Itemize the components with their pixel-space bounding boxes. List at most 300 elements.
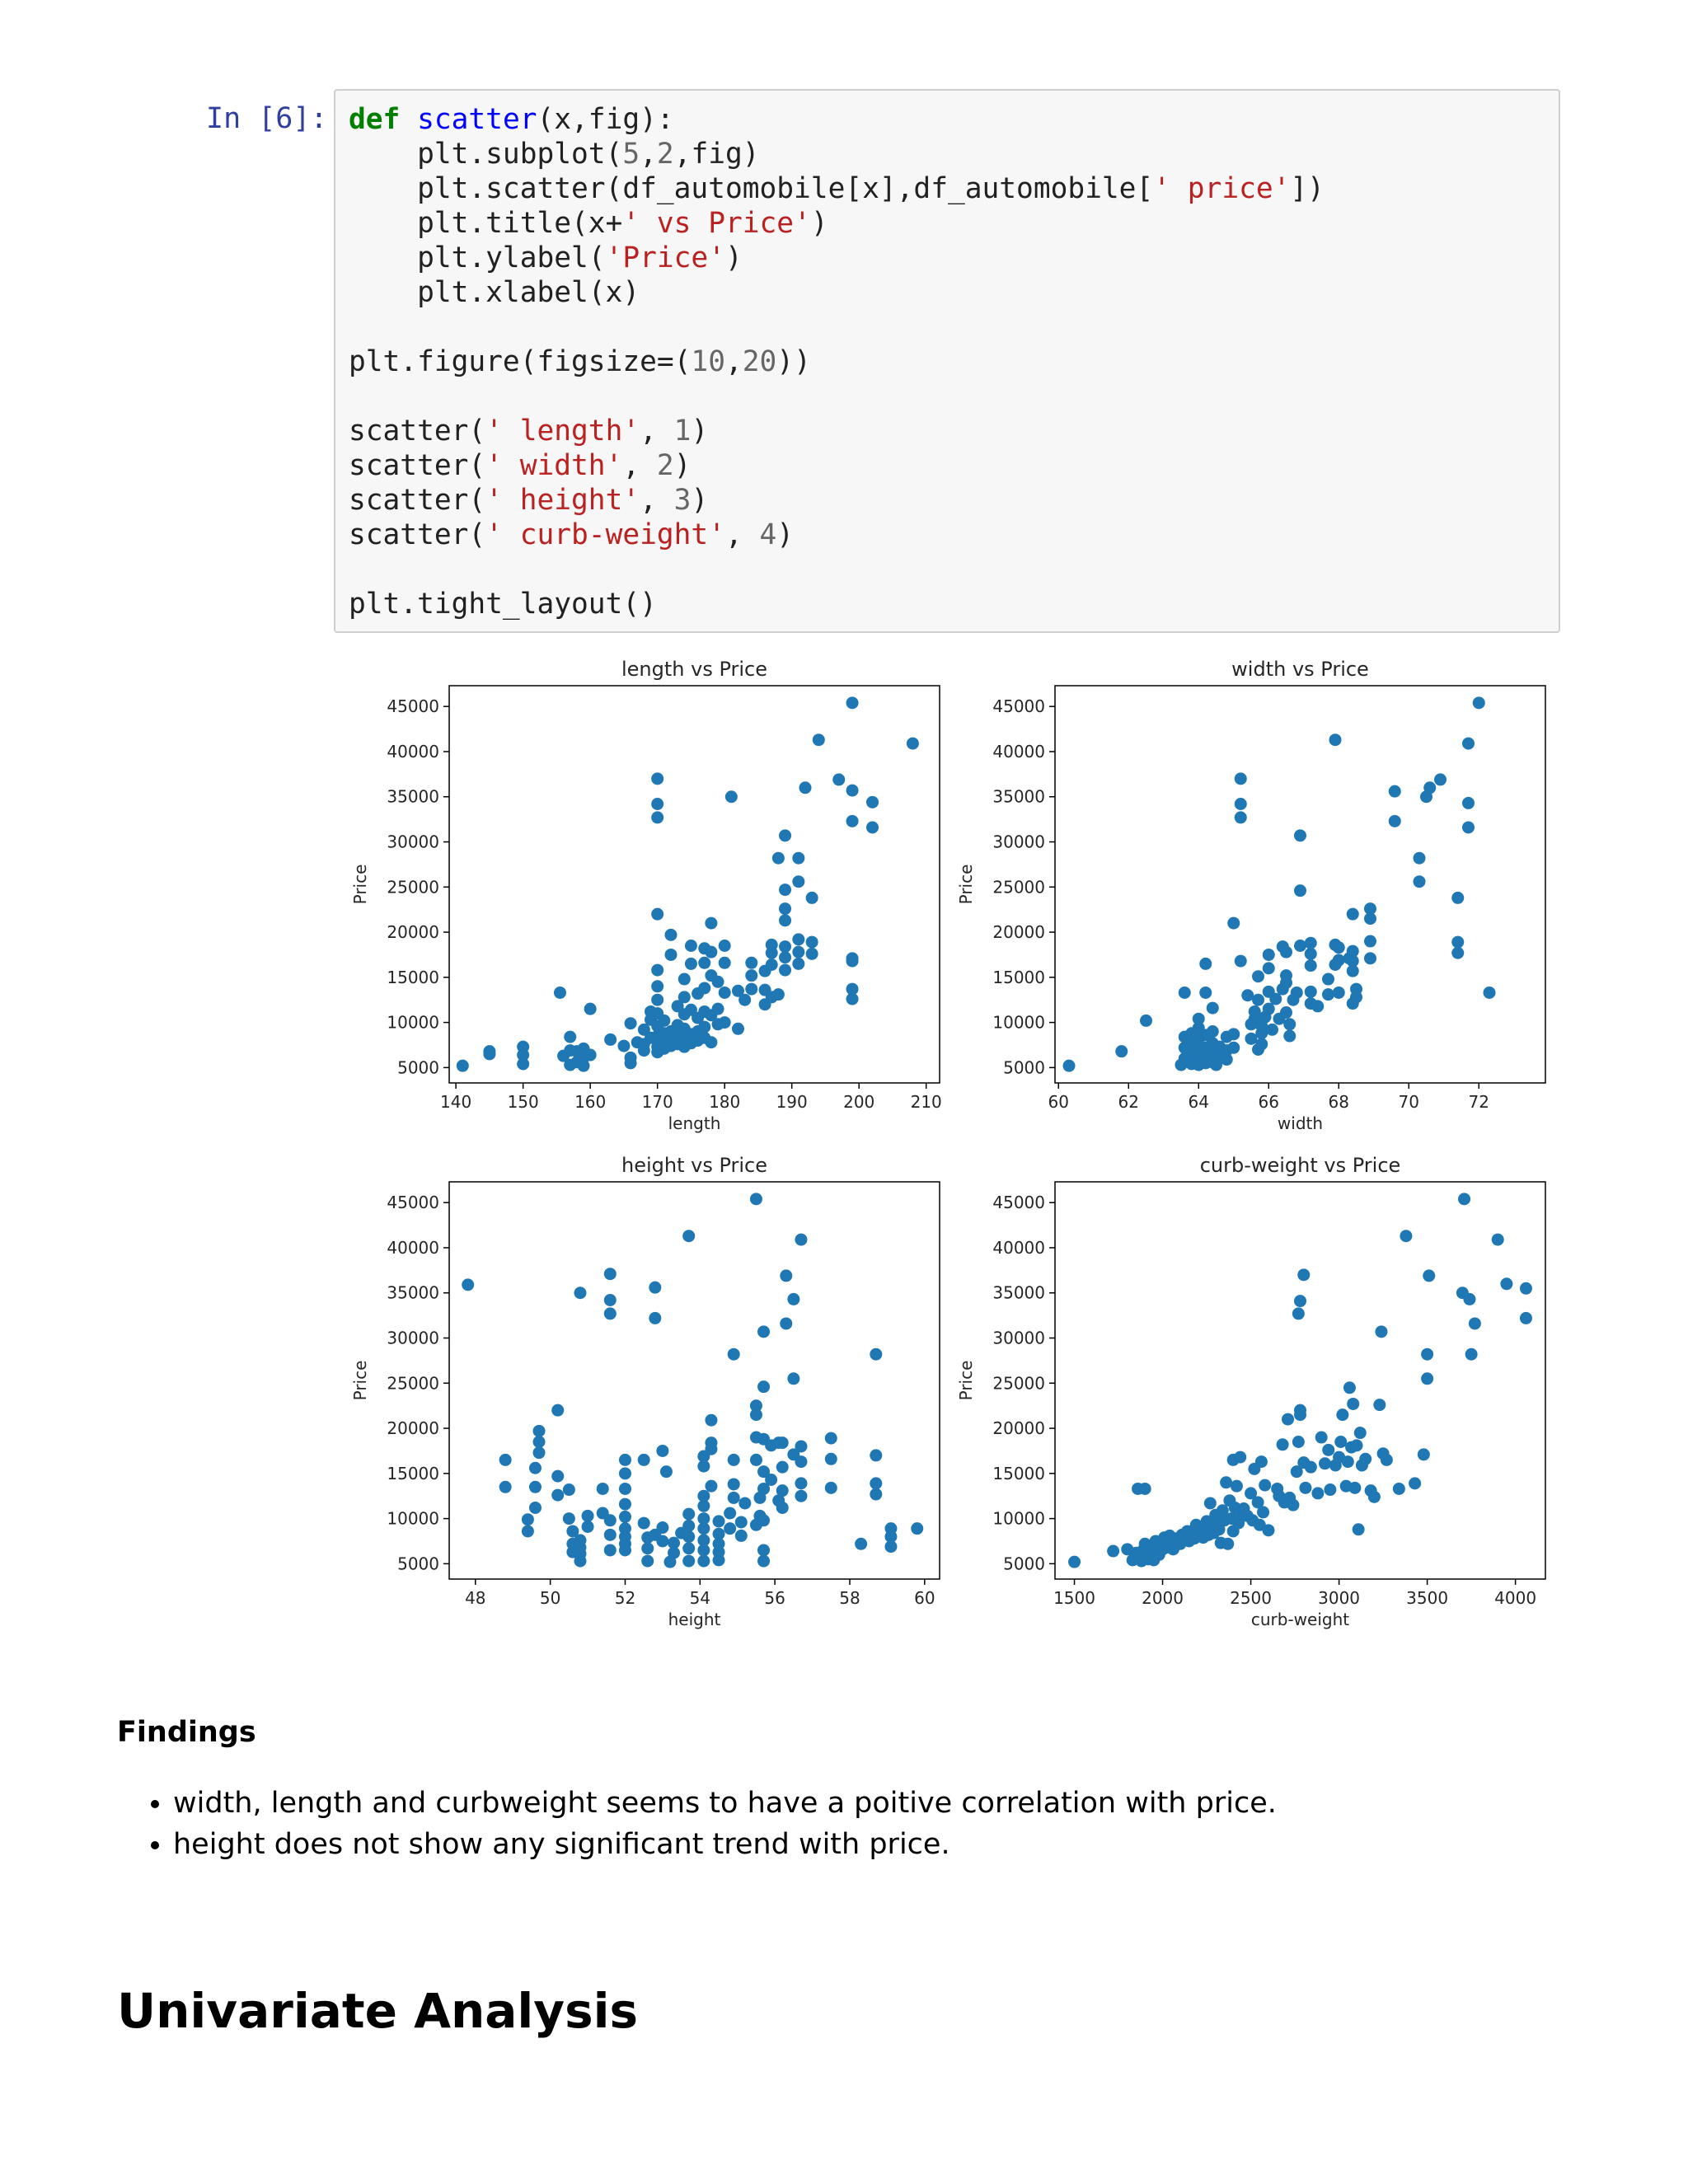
data-point — [651, 908, 663, 921]
data-point — [617, 1040, 630, 1052]
data-point — [1329, 733, 1342, 746]
data-point — [1245, 1033, 1258, 1045]
data-point — [1299, 1482, 1311, 1494]
data-point — [697, 1534, 710, 1546]
data-point — [656, 1535, 668, 1547]
data-point — [1221, 1538, 1234, 1550]
data-point — [625, 1052, 637, 1064]
chart-title: height vs Price — [621, 1154, 768, 1177]
y-tick-label: 10000 — [387, 1012, 439, 1033]
data-point — [1311, 1000, 1324, 1012]
data-point — [825, 1482, 837, 1494]
data-point — [1458, 1193, 1470, 1205]
data-point — [682, 1542, 695, 1554]
data-point — [651, 811, 663, 823]
y-tick-label: 15000 — [992, 967, 1045, 987]
data-point — [685, 940, 697, 952]
data-point — [1414, 875, 1426, 888]
data-point — [780, 1269, 792, 1282]
data-point — [846, 815, 859, 827]
data-point — [1520, 1312, 1532, 1324]
data-point — [776, 1502, 789, 1514]
data-point — [1259, 1479, 1271, 1492]
y-tick-label: 40000 — [387, 1237, 439, 1258]
data-point — [1451, 892, 1464, 904]
data-point — [1266, 1024, 1278, 1036]
data-point — [846, 696, 859, 709]
data-point — [1263, 949, 1275, 961]
x-tick-label: 48 — [465, 1588, 486, 1608]
data-point — [779, 964, 791, 977]
data-point — [1484, 987, 1496, 999]
data-point — [604, 1307, 617, 1319]
y-tick-label: 40000 — [992, 741, 1045, 762]
data-point — [866, 821, 879, 833]
data-point — [907, 738, 919, 750]
data-point — [1263, 1003, 1275, 1015]
data-point — [619, 1498, 631, 1511]
y-tick-label: 15000 — [387, 1463, 439, 1483]
data-point — [697, 1555, 710, 1568]
x-tick-label: 4000 — [1494, 1588, 1537, 1608]
data-point — [551, 1489, 564, 1502]
x-tick-label: 3000 — [1318, 1588, 1361, 1608]
scatter-width-vs-price — [952, 651, 1562, 1146]
data-point — [1423, 1269, 1435, 1282]
data-point — [779, 902, 791, 915]
data-point — [483, 1045, 495, 1057]
data-point — [779, 883, 791, 896]
y-tick-label: 15000 — [387, 967, 439, 987]
x-tick-label: 72 — [1468, 1092, 1489, 1112]
x-tick-label: 62 — [1118, 1092, 1139, 1112]
cell-prompt: In [6]: — [206, 102, 328, 135]
x-tick-label: 190 — [776, 1092, 808, 1112]
data-point — [682, 1530, 695, 1543]
data-point — [1139, 1483, 1151, 1495]
data-point — [1324, 1483, 1336, 1496]
x-tick-label: 64 — [1188, 1092, 1209, 1112]
data-point — [1227, 917, 1240, 930]
data-point — [792, 933, 804, 945]
data-point — [698, 1021, 710, 1033]
data-point — [1469, 1317, 1481, 1329]
section-heading: Univariate Analysis — [117, 1983, 639, 2039]
data-point — [795, 1455, 807, 1468]
data-point — [656, 1521, 668, 1534]
data-point — [1364, 902, 1376, 915]
x-tick-label: 50 — [539, 1588, 561, 1608]
data-point — [1336, 1408, 1348, 1421]
data-point — [1179, 987, 1191, 999]
data-point — [1280, 969, 1292, 982]
data-point — [533, 1436, 546, 1448]
data-point — [1294, 940, 1306, 952]
data-point — [705, 1036, 717, 1048]
data-point — [870, 1449, 882, 1461]
data-point — [1333, 954, 1345, 967]
data-point — [574, 1286, 586, 1299]
data-point — [713, 1515, 725, 1527]
data-point — [584, 1049, 597, 1062]
data-point — [779, 914, 791, 926]
data-point — [1434, 773, 1447, 785]
data-point — [1235, 798, 1247, 810]
data-point — [1262, 1524, 1274, 1536]
data-point — [649, 1282, 661, 1294]
data-point — [584, 1003, 597, 1015]
x-tick-label: 200 — [843, 1092, 875, 1112]
data-point — [1255, 1038, 1268, 1050]
data-point — [664, 929, 677, 941]
data-point — [779, 940, 791, 953]
findings-heading: Findings — [117, 1716, 256, 1749]
data-point — [825, 1453, 837, 1465]
data-point — [1193, 1013, 1205, 1025]
data-point — [604, 1514, 617, 1526]
data-point — [757, 1514, 770, 1526]
data-point — [1373, 1399, 1386, 1411]
data-point — [604, 1033, 617, 1046]
y-tick-label: 35000 — [992, 1282, 1045, 1303]
plot-frame — [1055, 1182, 1545, 1579]
x-tick-label: 60 — [914, 1588, 935, 1608]
data-point — [1235, 772, 1247, 785]
data-point — [1364, 952, 1376, 964]
data-point — [1305, 986, 1317, 998]
data-point — [1492, 1234, 1504, 1246]
y-tick-label: 10000 — [992, 1508, 1045, 1529]
data-point — [806, 892, 818, 904]
data-point — [1305, 959, 1317, 972]
y-tick-label: 10000 — [387, 1508, 439, 1529]
chart-title: curb-weight vs Price — [1199, 1154, 1401, 1177]
data-point — [664, 949, 677, 961]
data-point — [776, 1484, 789, 1497]
data-point — [1418, 1448, 1430, 1460]
data-point — [705, 1414, 717, 1427]
data-point — [1241, 989, 1254, 1001]
data-point — [1255, 1455, 1268, 1468]
y-tick-label: 30000 — [387, 832, 439, 852]
data-point — [1207, 1025, 1219, 1038]
x-tick-label: 140 — [440, 1092, 472, 1112]
data-point — [1277, 1438, 1289, 1451]
data-point — [697, 1512, 710, 1525]
y-tick-label: 45000 — [387, 1193, 439, 1213]
data-point — [1283, 1018, 1296, 1030]
finding-item: • width, length and curbweight seems to have a poitive correlation with price. — [173, 1783, 1518, 1824]
data-point — [1252, 994, 1264, 1006]
data-point — [462, 1278, 474, 1291]
data-point — [750, 1454, 762, 1466]
data-point — [1333, 987, 1345, 999]
data-point — [1231, 1480, 1243, 1493]
data-point — [787, 1293, 799, 1305]
data-point — [658, 1015, 670, 1027]
data-point — [757, 1325, 770, 1338]
x-tick-label: 180 — [709, 1092, 741, 1112]
x-tick-label: 1500 — [1053, 1588, 1095, 1608]
data-point — [705, 917, 717, 930]
data-point — [1359, 1453, 1372, 1465]
y-tick-label: 20000 — [387, 1418, 439, 1439]
data-point — [1465, 1348, 1478, 1361]
data-point — [651, 980, 663, 992]
x-tick-label: 60 — [1048, 1092, 1069, 1112]
data-point — [1375, 1325, 1387, 1338]
data-point — [533, 1446, 546, 1459]
data-point — [551, 1404, 564, 1417]
data-point — [705, 946, 717, 958]
data-point — [682, 1555, 695, 1568]
data-point — [1305, 937, 1317, 949]
code-text: def scatter(x,fig): plt.subplot(5,2,fig) plt.scatter(df_automobile[x],df_automobile[' price']) plt.title(x+' vs Price') plt.ylabel('Price') plt.xlabel(x) plt.figure(figsize=(10,20)) scatter(' length', 1) scatter(' width', 2) scatter(' height', 3) scatter(' curb-weight', 4) plt.tight_layout() — [349, 103, 1325, 621]
data-point — [792, 875, 804, 888]
data-point — [1294, 829, 1306, 841]
y-tick-label: 25000 — [387, 1373, 439, 1394]
data-point — [582, 1510, 594, 1522]
data-point — [698, 957, 710, 969]
data-point — [638, 1517, 650, 1530]
data-point — [1451, 936, 1464, 949]
y-axis-label: Price — [956, 1360, 976, 1401]
data-point — [1348, 1482, 1361, 1494]
data-point — [787, 1372, 799, 1385]
code-cell-input[interactable] — [334, 89, 1560, 633]
data-point — [750, 1399, 762, 1412]
data-point — [1315, 1432, 1328, 1444]
data-point — [619, 1467, 631, 1479]
data-point — [651, 994, 663, 1006]
x-axis-label: curb-weight — [1250, 1610, 1350, 1629]
data-point — [604, 1529, 617, 1541]
data-point — [738, 994, 751, 1006]
y-tick-label: 15000 — [992, 1463, 1045, 1483]
x-tick-label: 56 — [764, 1588, 785, 1608]
y-tick-label: 30000 — [992, 832, 1045, 852]
x-tick-label: 3500 — [1406, 1588, 1449, 1608]
data-point — [705, 1436, 717, 1449]
finding-item: • height does not show any significant trend with price. — [173, 1824, 1518, 1865]
data-point — [1292, 1307, 1305, 1319]
data-point — [499, 1454, 512, 1466]
data-point — [1322, 973, 1334, 986]
data-point — [1280, 1006, 1292, 1019]
data-point — [1353, 1523, 1365, 1535]
data-point — [619, 1511, 631, 1523]
data-point — [792, 946, 804, 958]
x-tick-label: 170 — [641, 1092, 673, 1112]
data-point — [1291, 987, 1303, 999]
data-point — [772, 852, 785, 865]
y-tick-label: 5000 — [1003, 1554, 1045, 1574]
data-point — [698, 982, 710, 994]
data-point — [1292, 1436, 1305, 1448]
data-point — [806, 936, 818, 949]
data-point — [1068, 1556, 1081, 1568]
y-tick-label: 40000 — [992, 1237, 1045, 1258]
y-axis-label: Price — [350, 864, 370, 905]
data-point — [499, 1481, 512, 1493]
data-point — [719, 940, 731, 952]
data-point — [1393, 1483, 1405, 1495]
data-point — [795, 1440, 807, 1452]
data-point — [651, 964, 663, 977]
data-point — [766, 939, 778, 951]
data-point — [813, 733, 825, 746]
data-point — [457, 1060, 469, 1072]
data-point — [712, 976, 724, 988]
scatter-height-vs-price — [346, 1147, 956, 1642]
data-point — [1294, 884, 1306, 897]
data-point — [728, 1478, 740, 1490]
data-point — [1305, 948, 1317, 960]
data-point — [780, 1317, 792, 1329]
data-point — [682, 1520, 695, 1532]
data-point — [911, 1522, 923, 1535]
data-point — [745, 983, 757, 996]
data-point — [668, 1537, 680, 1549]
scatter-curb-weight-vs-price — [952, 1147, 1562, 1642]
data-point — [1322, 1444, 1334, 1456]
data-point — [1421, 1348, 1433, 1361]
data-point — [870, 1348, 882, 1361]
data-point — [1235, 955, 1247, 968]
data-point — [625, 1017, 637, 1029]
data-point — [1220, 1476, 1232, 1488]
data-point — [597, 1483, 609, 1495]
data-point — [806, 948, 818, 960]
data-point — [728, 1454, 740, 1466]
data-point — [660, 1465, 673, 1478]
data-point — [719, 1016, 731, 1029]
data-point — [1227, 1042, 1240, 1054]
data-point — [697, 1490, 710, 1502]
data-point — [1282, 1413, 1294, 1426]
data-point — [682, 1230, 695, 1242]
data-point — [713, 1528, 725, 1540]
data-point — [745, 969, 757, 982]
data-point — [1257, 1506, 1269, 1518]
data-point — [517, 1041, 529, 1053]
data-point — [795, 1234, 807, 1246]
data-point — [1280, 946, 1292, 958]
data-point — [529, 1481, 542, 1493]
data-point — [1421, 1372, 1433, 1385]
x-tick-label: 2000 — [1142, 1588, 1184, 1608]
data-point — [1389, 785, 1401, 798]
data-point — [724, 1522, 736, 1535]
x-tick-label: 66 — [1258, 1092, 1279, 1112]
data-point — [1234, 1451, 1246, 1464]
data-point — [870, 1488, 882, 1501]
y-tick-label: 20000 — [992, 1418, 1045, 1439]
data-point — [1115, 1045, 1128, 1057]
data-point — [619, 1483, 631, 1495]
data-point — [757, 1555, 770, 1568]
data-point — [870, 1477, 882, 1489]
data-point — [1199, 987, 1212, 999]
data-point — [1462, 821, 1475, 833]
x-tick-label: 70 — [1398, 1092, 1419, 1112]
y-tick-label: 25000 — [992, 877, 1045, 898]
y-tick-label: 25000 — [992, 1373, 1045, 1394]
data-point — [1199, 958, 1212, 970]
y-tick-label: 45000 — [387, 696, 439, 717]
data-point — [792, 958, 804, 970]
y-tick-label: 5000 — [397, 1554, 439, 1574]
data-point — [1287, 1499, 1299, 1511]
data-point — [529, 1462, 542, 1474]
x-axis-label: width — [1277, 1113, 1324, 1133]
data-point — [1249, 1005, 1261, 1018]
data-point — [1520, 1282, 1532, 1295]
data-point — [1263, 962, 1275, 974]
data-point — [1319, 1457, 1331, 1469]
data-point — [776, 1461, 789, 1474]
data-point — [1500, 1277, 1512, 1290]
data-point — [735, 1516, 748, 1528]
data-point — [522, 1513, 534, 1526]
data-point — [1140, 1015, 1152, 1027]
y-tick-label: 35000 — [387, 786, 439, 807]
x-tick-label: 150 — [507, 1092, 539, 1112]
data-point — [766, 958, 778, 971]
y-tick-label: 45000 — [992, 696, 1045, 717]
data-point — [1269, 993, 1282, 1005]
data-point — [712, 1003, 724, 1015]
y-tick-label: 5000 — [1003, 1057, 1045, 1078]
data-point — [563, 1512, 575, 1525]
scatter-length-vs-price — [346, 651, 956, 1146]
y-tick-label: 25000 — [387, 877, 439, 898]
data-point — [1227, 1028, 1240, 1040]
data-point — [1235, 811, 1247, 823]
data-point — [1343, 1381, 1356, 1394]
data-point — [641, 1542, 654, 1554]
x-tick-label: 58 — [839, 1588, 860, 1608]
data-point — [779, 829, 791, 841]
data-point — [522, 1525, 534, 1537]
y-tick-label: 30000 — [387, 1328, 439, 1348]
data-point — [705, 1480, 717, 1493]
data-point — [728, 1492, 740, 1504]
data-point — [638, 1454, 650, 1466]
data-point — [1342, 1455, 1354, 1468]
data-point — [656, 1445, 668, 1457]
data-point — [799, 781, 811, 794]
data-point — [1311, 1487, 1324, 1499]
data-point — [619, 1454, 631, 1466]
data-point — [1322, 988, 1334, 1001]
data-point — [682, 1508, 695, 1521]
y-axis-label: Price — [350, 1360, 370, 1401]
data-point — [1473, 696, 1485, 709]
findings-list — [117, 1783, 1518, 1865]
data-point — [846, 785, 859, 797]
data-point — [1347, 1398, 1359, 1410]
data-point — [725, 790, 738, 803]
data-point — [1400, 1230, 1412, 1242]
y-tick-label: 45000 — [992, 1193, 1045, 1213]
data-point — [1414, 852, 1426, 865]
data-point — [1409, 1477, 1421, 1489]
x-tick-label: 52 — [614, 1588, 636, 1608]
data-point — [649, 1312, 661, 1324]
data-point — [604, 1268, 617, 1280]
data-point — [1462, 738, 1475, 750]
